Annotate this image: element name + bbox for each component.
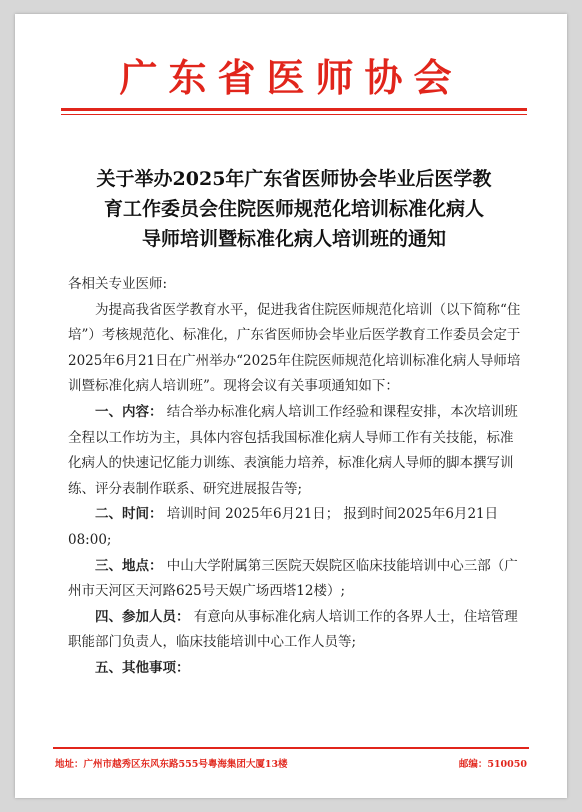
footer-postcode: 邮编：510050 [458, 759, 527, 770]
notice-title-line-3: 导师培训暨标准化病人培训班的通知 [141, 228, 446, 250]
notice-title-line-1: 关于举办2025年广东省医师协会毕业后医学教 [96, 168, 492, 190]
letterhead-divider-thick [61, 108, 527, 111]
section-other [68, 656, 526, 682]
footer-divider [53, 747, 529, 749]
section-text: 培训时间 2025年6月21日； 报到时间2025年6月21日 08:00; [68, 506, 499, 548]
section-text: 有意向从事标准化病人培训工作的各界人士，住培管理职能部门负责人，临床技能培训中心工作人员等; [68, 608, 518, 651]
section-text: 中山大学附属第三医院天娱院区临床技能培训中心三部（广州市天河区天河路625号天娱广场西塔12楼）; [68, 557, 518, 600]
section-text: 结合举办标准化病人培训工作经验和课程安排，本次培训班全程以工作坊为主，具体内容包括我国标准化病人导师工作有关技能，标准化病人的快速记忆能力训练、表演能力培养，标准化病人导师的脚本撰写训练、评分表制作联系、研究进展报告等; [68, 403, 518, 497]
section-label: 三、地点： [95, 557, 163, 574]
intro-paragraph: 为提高我省医学教育水平，促进我省住院医师规范化培训（以下简称“住培”）考核规范化、标准化，广东省医师协会毕业后医学教育工作委员会定于2025年6月21日在广州举办“2025年住院医师规范化培训标准化病人导师培训暨标准化病人培训班”。现将会议有关事项通知如下： [68, 301, 521, 395]
letterhead-org-name: 广东省医师协会 [119, 55, 463, 100]
section-time [68, 502, 526, 553]
section-label: 五、其他事项： [95, 659, 190, 676]
document-page [15, 14, 567, 798]
salutation: 各相关专业医师: [68, 276, 168, 292]
section-participants [68, 605, 526, 656]
section-content [68, 400, 526, 502]
notice-body [68, 272, 526, 682]
notice-title-line-2: 育工作委员会住院医师规范化培训标准化病人 [103, 198, 484, 220]
section-location [68, 554, 526, 605]
section-label: 二、时间： [95, 506, 163, 523]
letterhead-divider-thin [61, 114, 527, 115]
section-label: 四、参加人员： [95, 608, 190, 625]
section-label: 一、内容： [95, 403, 163, 420]
footer-address: 地址：广州市越秀区东风东路555号粤海集团大厦13楼 [55, 759, 288, 770]
notice-title [61, 164, 527, 254]
